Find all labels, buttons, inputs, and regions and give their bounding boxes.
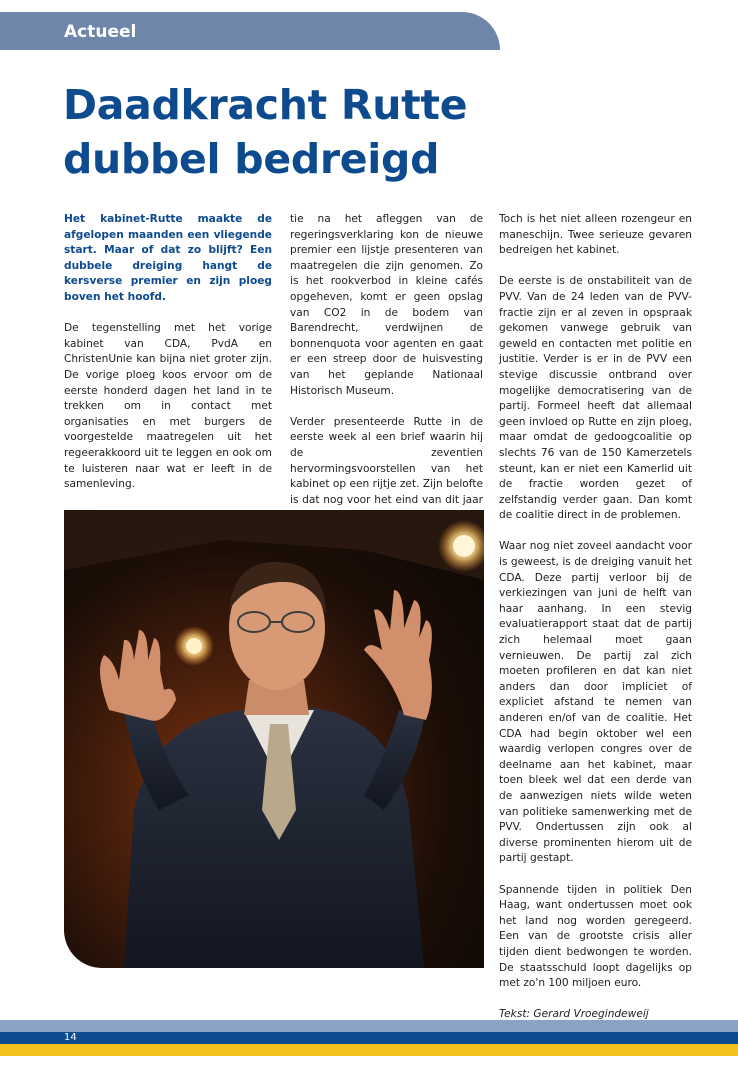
section-label: Actueel [64,22,137,42]
article-title [63,78,703,186]
article-column-3 [499,212,692,1038]
body-paragraph: Verder presenteerde Rutte in de eerste week al een brief waarin hij de zeventien hervormingsvoorstellen van het kabinet op een rijtje zet. Zijn belofte is dat nog voor het eind van dit jaar [290,415,483,506]
article-title-line-2: dubbel bedreigd [63,135,440,183]
body-paragraph: De eerste is de onstabiliteit van de PVV. Van de 24 leden van de PVV-fractie zijn er al zeven in opspraak gekomen vanwege gebruik van geweld en contacten met politie en justitie. Verder is er in de PVV een stevige discussie ontbrand over mogelijke democratisering van de partij. Formeel heeft dat allemaal geen invloed op Rutte en zijn ploeg, maar omdat de gedoogcoalitie op slechts 76 van de 150 Kamerzetels steunt, kan er niet een Kamerlid uit de fractie worden gezet of zelfstandig verder gaan. Dan komt de coalitie direct in de problemen. [499,275,692,522]
footer-stripe-light [0,1020,738,1032]
article-lead: Het kabinet-Rutte maakte de afgelopen maanden een vliegende start. Maar of dat zo blijft? Een dubbele dreiging hangt de kersverse premier en zijn ploeg boven het hoofd. [64,213,272,303]
body-paragraph: tie na het afleggen van de regeringsverklaring kon de nieuwe premier een lijstje presenteren van maatregelen die zijn genomen. Zo is het rookverbod in kleine cafés opgeheven, komt er geen opslag van CO2 in de bodem van Barendrecht, verdwijnen de bonnenquota voor agenten en gaat er een streep door de huisvesting van het geplande Nationaal Historisch Museum. [290,213,483,397]
footer-stripe-blue [0,1032,738,1044]
article-byline: Tekst: Gerard Vroegindeweij [499,1008,649,1021]
page-number: 14 [64,1032,77,1043]
body-paragraph: Toch is het niet alleen rozengeur en maneschijn. Twee serieuze gevaren bedreigen het kabinet. [499,213,692,257]
speaker-illustration [64,510,484,968]
article-title-line-1: Daadkracht Rutte [63,81,468,129]
body-paragraph: Waar nog niet zoveel aandacht voor is geweest, is de dreiging vanuit het CDA. Deze partij verloor bij de verkiezingen van juni de helft van haar aanhang. In een stevig evaluatierapport staat dat de partij zich helemaal moet gaan vernieuwen. De partij zal zich moeten profileren en dat kan niet anders dan door impliciet of expliciet afstand te nemen van anderen en/of van de coalitie. Het CDA had begin oktober wel een waardig verlopen congres over de deelname aan het kabinet, maar toen bleek wel dat een derde van de aanwezigen niets wilde weten van politieke samenwerking met de PVV. Ondertussen zijn ook al diverse prominenten hierom uit de partij gestapt. [499,540,692,865]
footer-stripe-yellow [0,1044,738,1056]
article-photo [64,510,484,968]
body-paragraph: De tegenstelling met het vorige kabinet van CDA, PvdA en ChristenUnie kan bijna niet groter zijn. De vorige ploeg koos ervoor om de eerste honderd dagen het land in te trekken om in contact met organisaties en met burgers de voorgestelde maatregelen uit het regeerakkoord uit te leggen en ook om te luisteren naar wat er leeft in de samenleving. [64,322,272,491]
article-column-2 [290,212,483,555]
body-paragraph: Spannende tijden in politiek Den Haag, want ondertussen moet ook het land nog worden geregeerd. Een van de grootste crisis aller tijden dient bedwongen te worden. De staatsschuld loopt dagelijks op met zo'n 100 miljoen euro. [499,883,692,990]
